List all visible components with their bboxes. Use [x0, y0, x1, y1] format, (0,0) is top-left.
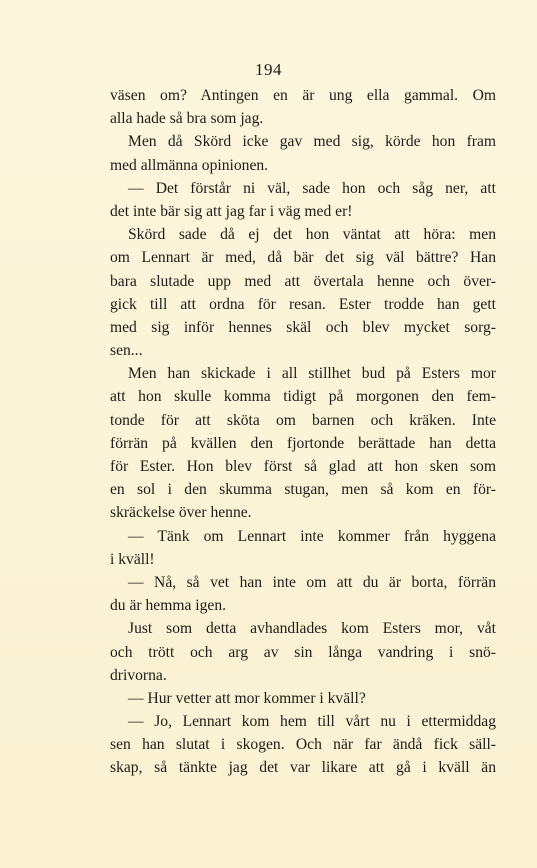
- text-line: skräckelse över henne.: [110, 504, 252, 522]
- text-line: förrän på kvällen den fjortonde berättade han detta: [110, 434, 496, 452]
- text-line: Men han skickade i all stillhet bud på Esters mor: [128, 365, 496, 383]
- text-line: tonde för att sköta om barnen och kräken. Inte: [110, 411, 496, 429]
- text-line: alla hade så bra som jag.: [110, 110, 264, 128]
- text-line: sen han slutat i skogen. Och när far ändå fick säll-: [110, 736, 496, 754]
- page-number: 194: [255, 60, 282, 79]
- text-line: att hon skulle komma tidigt på morgonen den fem-: [110, 388, 496, 406]
- text-line: drivorna.: [110, 666, 167, 684]
- text-line: du är hemma igen.: [110, 597, 227, 615]
- text-line: skap, så tänkte jag det var likare att gå i kväll än: [110, 759, 496, 777]
- text-line: gick till att ordna för resan. Ester trodde han gett: [110, 295, 496, 313]
- body-text: [110, 84, 496, 780]
- text-line: för Ester. Hon blev först så glad att hon sken som: [110, 458, 496, 475]
- text-line: med allmänna opinionen.: [110, 156, 269, 174]
- text-line: och trött och arg av sin långa vandring i snö-: [110, 643, 496, 661]
- text-line: det inte bär sig att jag far i väg med er!: [110, 202, 353, 220]
- text-line: en sol i den skumma stugan, men så kom en för-: [110, 481, 496, 499]
- text-line: Skörd sade då ej det hon väntat att höra: men: [128, 226, 496, 244]
- text-line: — Hur vetter att mor kommer i kväll?: [128, 689, 366, 707]
- text-line: väsen om? Antingen en är ung ella gammal. Om: [110, 87, 496, 104]
- text-line: — Tänk om Lennart inte kommer från hyggena: [128, 527, 496, 545]
- text-line: i kväll!: [110, 550, 155, 568]
- text-line: Men då Skörd icke gav med sig, körde hon fram: [128, 133, 496, 151]
- text-line: om Lennart är med, då bär det sig väl bättre? Han: [110, 249, 496, 267]
- text-line: — Nå, så vet han inte om att du är borta, förrän: [128, 573, 496, 591]
- text-line: med sig inför hennes skäl och blev mycket sorg-: [110, 318, 496, 336]
- text-line: bara slutade upp med att övertala henne och över-: [110, 272, 496, 290]
- text-line: — Jo, Lennart kom hem till vårt nu i ettermiddag: [128, 713, 496, 731]
- text-line: sen...: [110, 342, 143, 360]
- text-line: — Det förstår ni väl, sade hon och såg ner, att: [128, 179, 496, 197]
- text-line: Just som detta avhandlades kom Esters mor, våt: [128, 620, 496, 638]
